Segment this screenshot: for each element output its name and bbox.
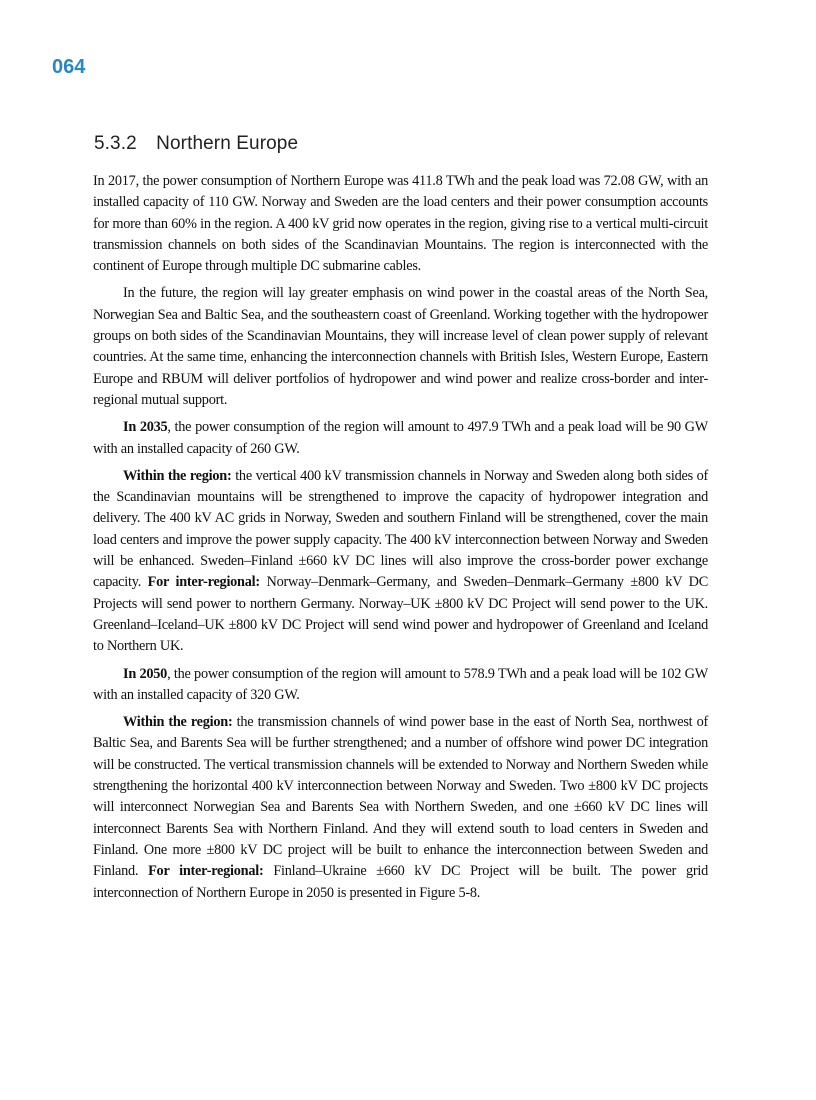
paragraph-text: the vertical 400 kV transmission channels in Norway and Sweden along both sides of the Scandinavian mountains will be strengthened to improve the capacity of hydropower integration and delivery. The 400 kV AC grids in Norway, Sweden and southern Finland will be strengthened, cover the main load centers and improve the power supply capacity. The 400 kV interconnection between Norway and Sweden will be enhanced. Sweden–Finland ±660 kV DC lines will also improve the cross-border power exchange capacity. <box>93 467 708 591</box>
paragraph-text: , the power consumption of the region will amount to 578.9 TWh and a peak load will be 102 GW with an installed capacity of 320 GW. <box>93 665 708 703</box>
paragraph-2035 <box>93 417 708 460</box>
bold-lead: Within the region: <box>123 714 233 731</box>
paragraph-text: Finland–Ukraine ±660 kV DC Project will be built. The power grid interconnection of Northern Europe in 2050 is presented in Figure 5-8. <box>93 863 708 901</box>
paragraph-2035-details <box>93 466 708 658</box>
bold-lead: For inter-regional: <box>148 863 264 880</box>
paragraph-text: In 2017, the power consumption of Northern Europe was 411.8 TWh and the peak load was 72.08 GW, with an installed capacity of 110 GW. Norway and Sweden are the load centers and their power consumption accounts for more than 60% in the region. A 400 kV grid now operates in the region, giving rise to a vertical multi-circuit transmission channels on both sides of the Scandinavian Mountains. The region is interconnected with the continent of Europe through multiple DC submarine cables. <box>93 173 708 275</box>
bold-lead: For inter-regional: <box>147 574 260 591</box>
bold-lead: Within the region: <box>123 467 232 484</box>
paragraph-2050-details <box>93 712 708 904</box>
paragraph-text: Norway–Denmark–Germany, and Sweden–Denmark–Germany ±800 kV DC Projects will send power to northern Germany. Norway–UK ±800 kV DC Project will send power to the UK. Greenland–Iceland–UK ±800 kV DC Project will send wind power and hydropower of Greenland and Iceland to Northern UK. <box>93 574 709 655</box>
paragraph-text: , the power consumption of the region will amount to 497.9 TWh and a peak load will be 90 GW with an installed capacity of 260 GW. <box>93 419 708 457</box>
page-number: 064 <box>52 56 86 78</box>
paragraph-2050 <box>93 664 708 707</box>
paragraph-future <box>93 283 708 411</box>
section-heading <box>94 133 298 155</box>
bold-lead: In 2035 <box>123 419 168 436</box>
body-text <box>93 171 708 910</box>
section-number: 5.3.2 <box>94 133 137 154</box>
bold-lead: In 2050 <box>123 665 168 682</box>
paragraph-text: In the future, the region will lay greater emphasis on wind power in the coastal areas of the North Sea, Norwegian Sea and Baltic Sea, and the southeastern coast of Greenland. Working together with the hydropower groups on both sides of the Scandinavian Mountains, they will increase level of clean power supply of relevant countries. At the same time, enhancing the interconnection channels with British Isles, Western Europe, Eastern Europe and RBUM will deliver portfolios of hydropower and wind power and realize cross-border and inter-regional mutual support. <box>93 285 708 408</box>
paragraph-2017 <box>93 171 708 277</box>
paragraph-text: the transmission channels of wind power base in the east of North Sea, northwest of Baltic Sea, and Barents Sea will be further strengthened; and a number of offshore wind power DC integration will be constructed. The vertical transmission channels will be extended to Norway and Northern Sweden while strengthening the horizontal 400 kV interconnection between Norway and Sweden. Two ±800 kV DC projects will interconnect Norwegian Sea and Barents Sea with Northern Sweden, and one ±660 kV DC lines will interconnect Barents Sea with Northern Finland. And they will extend south to load centers in Sweden and Finland. One more ±800 kV DC project will be built to enhance the interconnection between Sweden and Finland. <box>93 714 708 880</box>
section-title: Northern Europe <box>156 133 299 154</box>
